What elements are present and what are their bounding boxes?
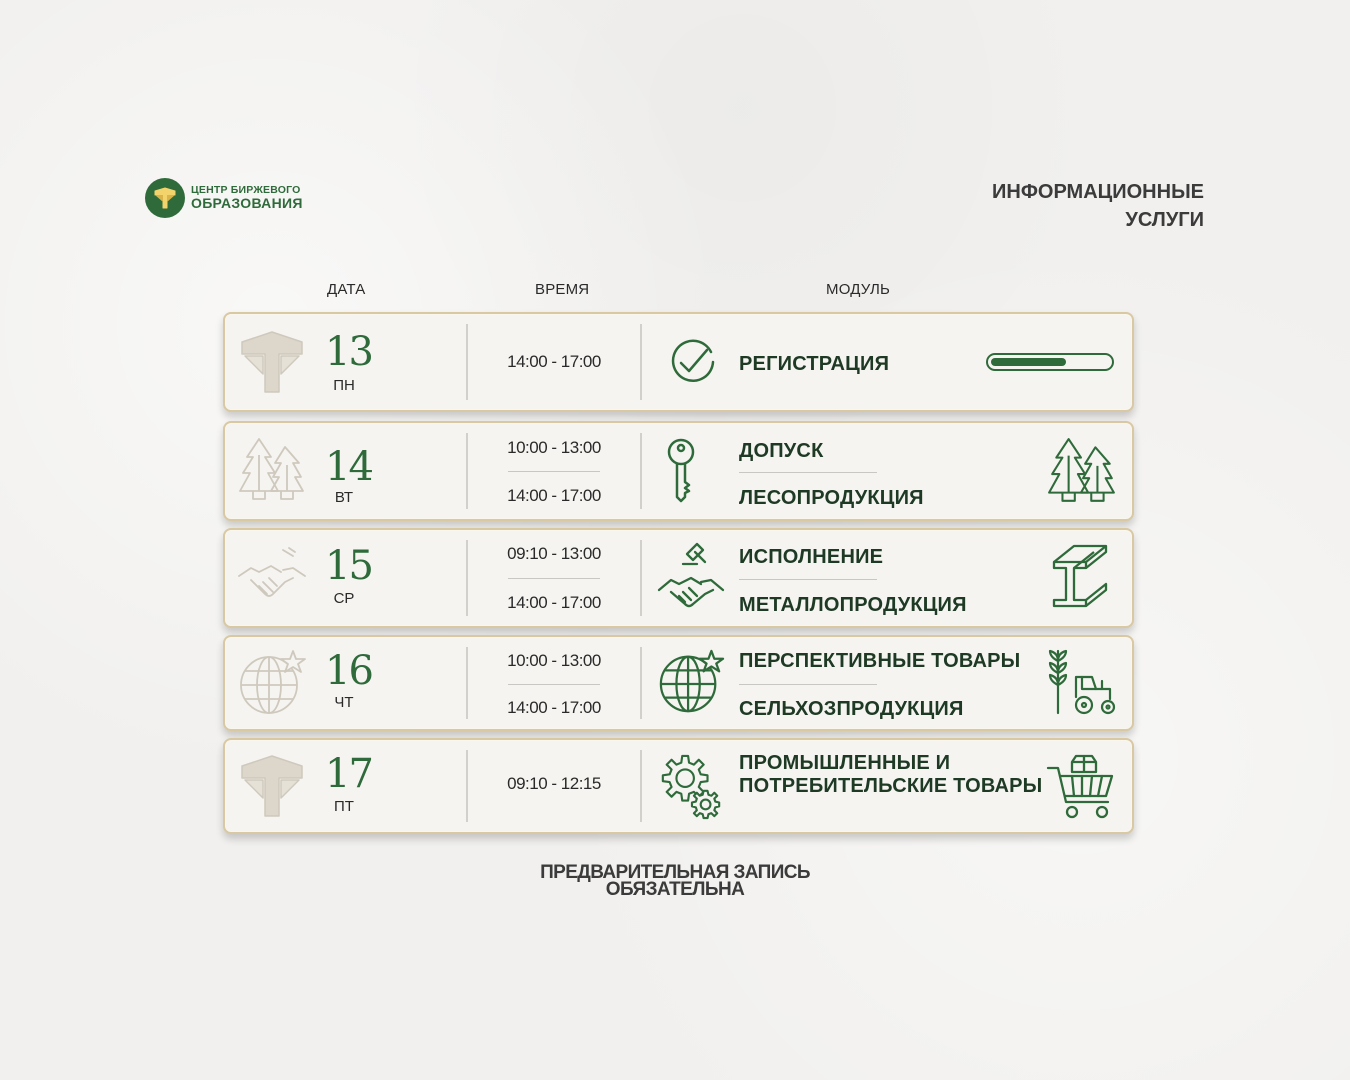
note-line-2: ОБЯЗАТЕЛЬНА: [605, 879, 745, 900]
module-name: МЕТАЛЛОПРОДУКЦИЯ: [739, 594, 967, 616]
module-divider: [739, 579, 877, 580]
trees-icon: [1046, 435, 1118, 507]
logo-icon: [237, 752, 307, 822]
time-divider: [508, 684, 600, 685]
weekday: ПН: [333, 377, 355, 394]
divider: [640, 540, 642, 616]
key-icon: [657, 435, 725, 503]
time-slot: 14:00 - 17:00: [507, 352, 601, 371]
gavel-handshake-icon: [657, 540, 725, 608]
globe-star-icon: [657, 649, 725, 717]
page-title: [992, 178, 1204, 234]
module-divider: [739, 684, 877, 685]
divider: [640, 647, 642, 719]
logo-icon: [237, 328, 307, 398]
module-name: СЕЛЬХОЗПРОДУКЦИЯ: [739, 698, 964, 720]
time-slot: 09:10 - 13:00: [507, 544, 601, 563]
time-slot: 14:00 - 17:00: [507, 698, 601, 717]
weekday: СР: [333, 590, 355, 607]
progress-fill: [991, 358, 1066, 366]
brand-logo: [145, 178, 303, 218]
schedule-row-13: [223, 312, 1134, 412]
time-divider: [508, 471, 600, 472]
time-divider: [508, 578, 600, 579]
check-circle-icon: [657, 328, 725, 396]
page-title-line-1: ИНФОРМАЦИОННЫЕ: [992, 181, 1204, 203]
column-header-date: ДАТА: [327, 281, 366, 298]
day-number: 13: [325, 329, 372, 375]
logo-icon: [145, 178, 185, 218]
module-name: ПРОМЫШЛЕННЫЕ И: [739, 752, 951, 774]
day-number: 15: [325, 543, 372, 589]
pre-registration-note: [0, 864, 1350, 898]
time-slot: 10:00 - 13:00: [507, 651, 601, 670]
time-slot: 14:00 - 17:00: [507, 593, 601, 612]
gears-icon: [657, 752, 725, 820]
note-line-1: ПРЕДВАРИТЕЛЬНАЯ ЗАПИСЬ: [540, 862, 810, 883]
schedule-row-15: [223, 528, 1134, 628]
schedule-row-14: [223, 421, 1134, 521]
page-title-line-2: УСЛУГИ: [1125, 209, 1204, 231]
time-slot: 14:00 - 17:00: [507, 486, 601, 505]
time-slot: 10:00 - 13:00: [507, 438, 601, 457]
weekday: ЧТ: [334, 694, 354, 711]
schedule-row-17: [223, 738, 1134, 834]
module-name: ИСПОЛНЕНИЕ: [739, 546, 884, 568]
shopping-cart-icon: [1046, 750, 1118, 822]
day-number: 16: [325, 648, 372, 694]
weekday: ПТ: [334, 798, 354, 815]
module-name: ЛЕСОПРОДУКЦИЯ: [739, 487, 924, 509]
steel-beam-icon: [1046, 542, 1118, 614]
handshake-icon: [237, 544, 307, 614]
day-number: 14: [325, 444, 372, 490]
time-slot: 09:10 - 12:15: [507, 774, 601, 793]
divider: [640, 750, 642, 822]
weekday: ВТ: [334, 489, 354, 506]
module-name: ДОПУСК: [739, 440, 824, 462]
module-divider: [739, 472, 877, 473]
wheat-tractor-icon: [1046, 647, 1118, 719]
divider: [640, 324, 642, 400]
day-number: 17: [325, 751, 372, 797]
divider: [640, 433, 642, 509]
column-header-time: ВРЕМЯ: [535, 281, 590, 298]
trees-icon: [237, 435, 307, 505]
schedule-row-16: [223, 635, 1134, 731]
module-name: ПЕРСПЕКТИВНЫЕ ТОВАРЫ: [739, 650, 1021, 672]
logo-line-2: ОБРАЗОВАНИЯ: [191, 195, 303, 212]
module-name: РЕГИСТРАЦИЯ: [739, 353, 890, 375]
column-header-module: МОДУЛЬ: [826, 281, 891, 298]
globe-star-icon: [237, 649, 307, 719]
module-name: ПОТРЕБИТЕЛЬСКИЕ ТОВАРЫ: [739, 775, 1043, 797]
logo-line-1: ЦЕНТР БИРЖЕВОГО: [191, 183, 301, 196]
progress-bar: [986, 353, 1114, 371]
